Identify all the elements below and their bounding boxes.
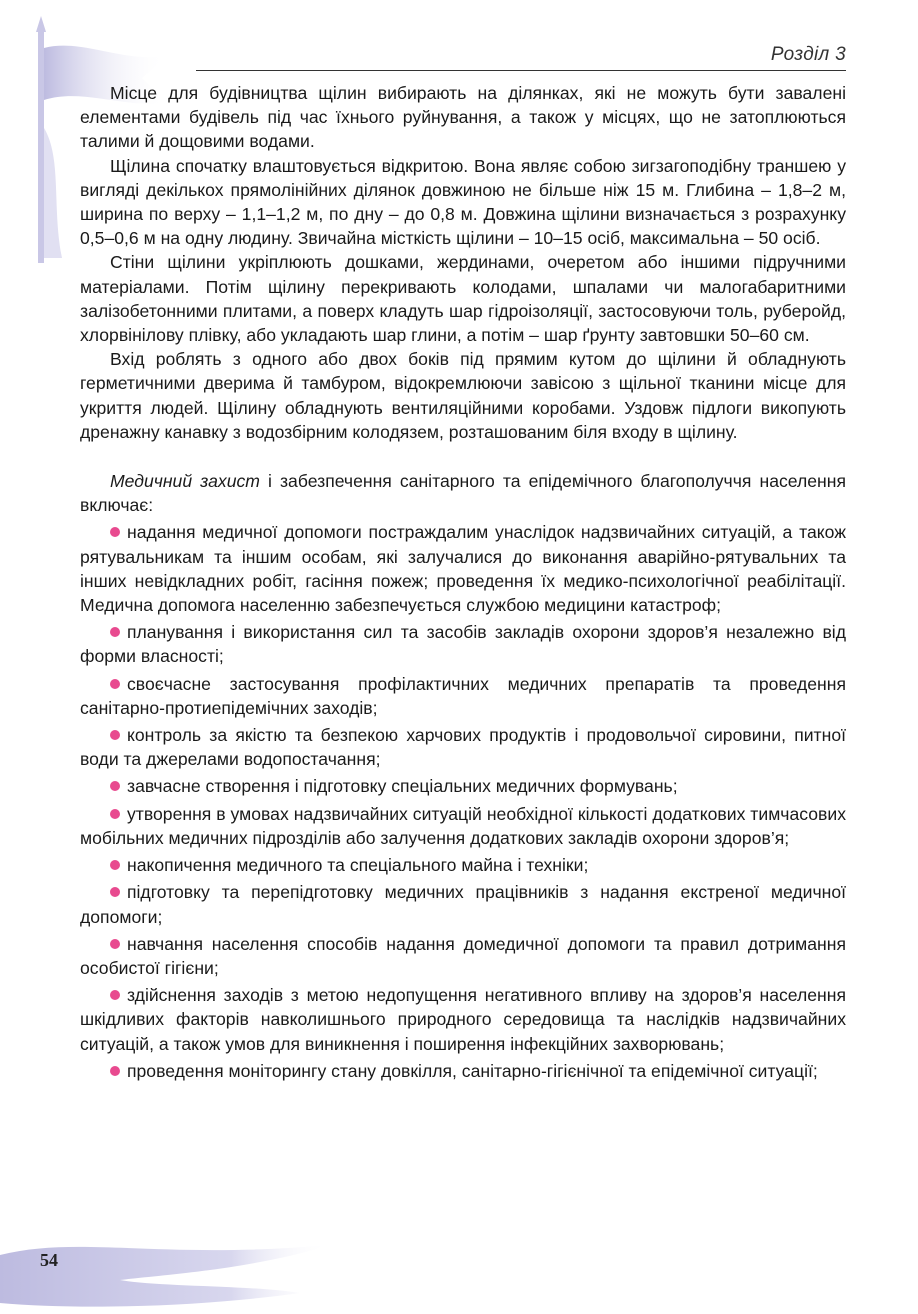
bullet-icon bbox=[110, 527, 120, 537]
medical-intro bbox=[80, 469, 846, 517]
list-item-text: проведення моніторингу стану довкілля, санітарно-гігієнічної та епідемічної ситуації; bbox=[127, 1060, 818, 1081]
list-item bbox=[80, 1059, 846, 1083]
bullet-icon bbox=[110, 627, 120, 637]
list-item bbox=[80, 774, 846, 798]
list-item bbox=[80, 983, 846, 1056]
bullet-icon bbox=[110, 1066, 120, 1076]
list-item-text: своєчасне застосування профілактичних медичних препаратів та проведення санітарно-протиепідемічних заходів; bbox=[80, 673, 846, 718]
paragraph: Стіни щілини укріплюють дошками, жердинами, очеретом або іншими підручними матеріалами. Потім щілину перекривають колодами, шпалами чи малогабаритними залізобетонними плитами, а поверх кладуть шар гідроізоляції, застосовуючи толь, руберойд, хлорвінілову плівку, або укладають шар глини, а потім – шар ґрунту завтовшки 50–60 см. bbox=[80, 252, 846, 346]
list-item bbox=[80, 880, 846, 928]
list-item bbox=[80, 802, 846, 850]
bullet-icon bbox=[110, 860, 120, 870]
section-title: Розділ 3 bbox=[770, 44, 846, 65]
list-item-text: накопичення медичного та спеціального майна і техніки; bbox=[127, 855, 589, 876]
list-item-text: здійснення заходів з метою недопущення негативного впливу на здоров’я населення шкідливих факторів навколишнього природного середовища та наслідків надзвичайних ситуацій, а також умов для виникнення і поширення інфекційних захворювань; bbox=[80, 985, 846, 1054]
bullet-icon bbox=[110, 939, 120, 949]
page-content bbox=[80, 81, 846, 1086]
list-item-text: завчасне створення і підготовку спеціальних медичних формувань; bbox=[127, 776, 678, 797]
list-item-text: контроль за якістю та безпекою харчових продуктів і продовольчої сировини, питної води та джерелами водопостачання; bbox=[80, 725, 846, 770]
bullet-icon bbox=[110, 781, 120, 791]
list-item bbox=[80, 932, 846, 980]
spacer bbox=[80, 444, 846, 469]
paragraph: Вхід роблять з одного або двох боків під прямим кутом до щілини й обладнують герметичними дверима й тамбуром, відокремлюючи завісою з щільної тканини місце для укриття людей. Щілину обладнують вентиляційними коробами. Уздовж підлоги викопують дренажну канавку з водозбірним колодязем, розташованим біля входу в щілину. bbox=[80, 349, 846, 442]
bullet-icon bbox=[110, 679, 120, 689]
list-item-text: навчання населення способів надання домедичної допомоги та правил дотримання особистої гігієни; bbox=[80, 933, 846, 978]
bullet-icon bbox=[110, 730, 120, 740]
list-item-text: планування і використання сил та засобів закладів охорони здоров’я незалежно від форми власності; bbox=[80, 622, 846, 667]
list-item-text: надання медичної допомоги постраждалим унаслідок надзвичайних ситуацій, а також рятувальникам та іншим особам, які залучалися до виконання аварійно-рятувальних та інших невідкладних робіт, гасіння пожеж; проведення їх медико-психологічної реабілітації. Медична допомога населенню забезпечується службою медицини катастроф; bbox=[80, 522, 846, 616]
list-item-text: підготовку та перепідготовку медичних працівників з надання екстреної медичної допомоги; bbox=[80, 882, 846, 927]
list-item bbox=[80, 672, 846, 720]
medical-intro-text: і забезпечення санітарного та епідемічного благополуччя населення включає: bbox=[80, 471, 846, 516]
medical-term: Медичний захист bbox=[110, 471, 260, 492]
list-item-text: утворення в умовах надзвичайних ситуацій необхідної кількості додаткових тимчасових мобільних медичних підрозділів або залучення додаткових закладів охорони здоров’я; bbox=[80, 803, 846, 848]
paragraph: Щілина спочатку влаштовується відкритою. Вона являє собою зигзагоподібну траншею у вигляді декількох прямолінійних ділянок довжиною не більше ніж 15 м. Глибина – 1,8–2 м, ширина по верху – 1,1–1,2 м, по дну – до 0,8 м. Довжина щілини визначається з розрахунку 0,5–0,6 м на одну людину. Звичайна місткість щілини – 10–15 осіб, максимальна – 50 осіб. bbox=[80, 155, 846, 249]
bullet-icon bbox=[110, 887, 120, 897]
list-item bbox=[80, 620, 846, 668]
list-item bbox=[80, 723, 846, 771]
bullet-icon bbox=[110, 990, 120, 1000]
header-rule bbox=[196, 70, 846, 71]
list-item bbox=[80, 520, 846, 617]
page-number: 54 bbox=[40, 1250, 58, 1270]
list-item bbox=[80, 853, 846, 877]
bullet-icon bbox=[110, 809, 120, 819]
paragraph: Місце для будівництва щілин вибирають на ділянках, які не можуть бути завалені елементами будівель під час їхнього руйнування, а також у місцях, що не затоплюються талими й дощовими водами. bbox=[80, 83, 846, 152]
